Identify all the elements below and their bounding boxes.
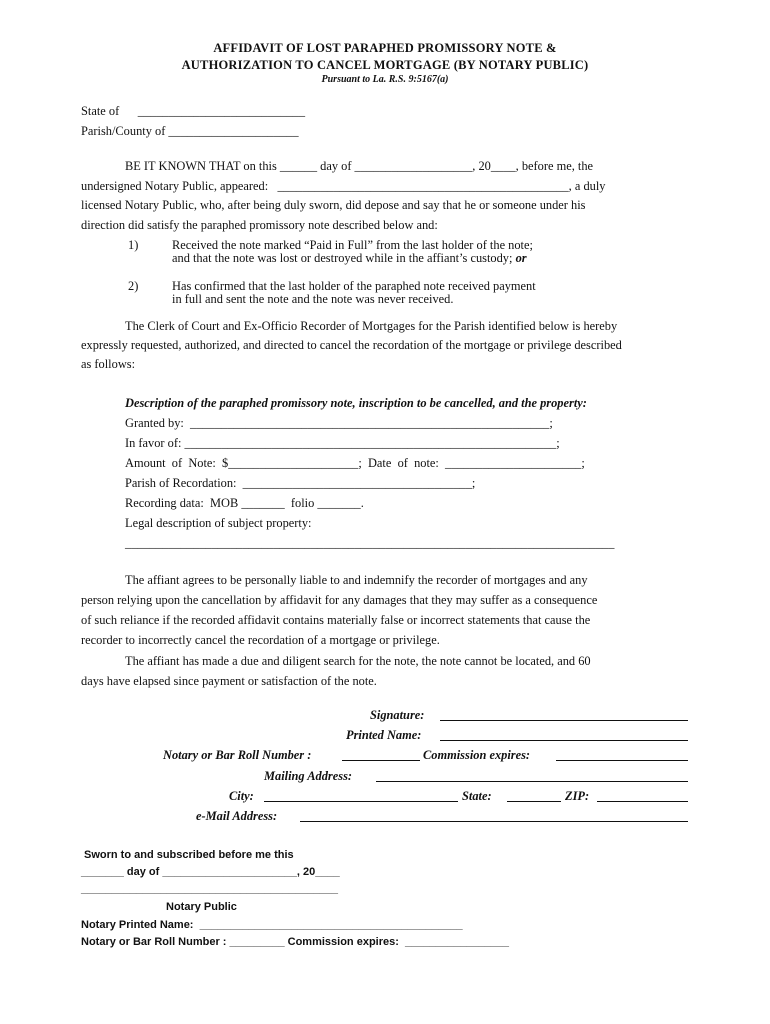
mailing-address-label: Mailing Address:	[264, 769, 353, 783]
state-label: State:	[462, 789, 492, 803]
sworn-statement: Sworn to and subscribed before me this	[84, 849, 294, 861]
item-2-number: 2)	[128, 279, 139, 293]
zip-label: ZIP:	[565, 789, 590, 803]
notary-roll-commission-field[interactable]: Notary or Bar Roll Number : _________ Commission expires: _________________	[81, 936, 510, 948]
item-1-number: 1)	[128, 238, 139, 252]
clerk-line-1: The Clerk of Court and Ex-Officio Recorder of Mortgages for the Parish identified below is hereby	[125, 319, 618, 333]
commission-label: Commission expires:	[423, 748, 531, 762]
city-line[interactable]	[264, 801, 458, 802]
legal-description-label: Legal description of subject property:	[125, 516, 312, 530]
search-line-1: The affiant has made a due and diligent search for the note, the note cannot be located, and 60	[125, 654, 591, 668]
city-label: City:	[229, 789, 254, 803]
mailing-address-line[interactable]	[376, 781, 688, 782]
document-title-line-2: AUTHORIZATION TO CANCEL MORTGAGE (BY NOTARY PUBLIC)	[181, 58, 589, 72]
liability-line-4: recorder to incorrectly cancel the recordation of a mortgage or privilege.	[81, 633, 440, 647]
clerk-line-3: as follows:	[81, 357, 136, 371]
amount-date-field[interactable]: Amount of Note: $_____________________; Date of note: ______________________;	[125, 456, 585, 470]
description-heading: Description of the paraphed promissory note, inscription to be cancelled, and the property:	[125, 396, 587, 410]
legal-description-field[interactable]: _______________________________________________________________________________	[125, 536, 615, 550]
liability-line-1: The affiant agrees to be personally liable to and indemnify the recorder of mortgages and any	[125, 573, 588, 587]
document-title-line-1: AFFIDAVIT OF LOST PARAPHED PROMISSORY NOTE &	[213, 41, 557, 55]
roll-number-line[interactable]	[342, 760, 420, 761]
item-2-text: Has confirmed that the last holder of the paraphed note received payment	[172, 279, 536, 293]
liability-line-2: person relying upon the cancellation by affidavit for any damages that they may suffer as a consequence	[81, 593, 598, 607]
roll-number-label: Notary or Bar Roll Number :	[163, 748, 312, 762]
state-field[interactable]: State of ___________________________	[81, 104, 306, 118]
search-line-2: days have elapsed since payment or satisfaction of the note.	[81, 674, 377, 688]
signature-label: Signature:	[370, 708, 425, 722]
known-line-2: undersigned Notary Public, appeared: _______________________________________________, a duly	[81, 179, 606, 193]
notary-printed-name-field[interactable]: Notary Printed Name: ___________________________________________	[81, 919, 463, 931]
state-line[interactable]	[507, 801, 561, 802]
notary-public-label: Notary Public	[166, 901, 237, 913]
email-label: e-Mail Address:	[196, 809, 278, 823]
printed-name-line[interactable]	[440, 740, 688, 741]
liability-line-3: of such reliance if the recorded affidavit contains materially false or incorrect statements that cause the	[81, 613, 591, 627]
item-2-text-b: in full and sent the note and the note was never received.	[172, 292, 454, 306]
item-1-or: or	[515, 251, 527, 265]
in-favor-of-field[interactable]: In favor of: ____________________________________________________________;	[125, 436, 560, 450]
known-line-1: BE IT KNOWN THAT on this ______ day of ___________________, 20____, before me, the	[125, 159, 594, 173]
email-line[interactable]	[300, 821, 688, 822]
recording-data-field[interactable]: Recording data: MOB _______ folio _______.	[125, 496, 364, 510]
statute-reference: Pursuant to La. R.S. 9:5167(a)	[321, 74, 449, 85]
item-1-text-b: and that the note was lost or destroyed while in the affiant’s custody;	[172, 251, 513, 265]
jurat-date-field[interactable]: _______ day of ______________________, 20____	[81, 866, 340, 878]
item-1-continued	[172, 251, 527, 265]
commission-line[interactable]	[556, 760, 688, 761]
parish-county-field[interactable]: Parish/County of _____________________	[81, 124, 299, 138]
notary-signature-line[interactable]: __________________________________________	[81, 883, 338, 895]
signature-line[interactable]	[440, 720, 688, 721]
granted-by-field[interactable]: Granted by: __________________________________________________________;	[125, 416, 553, 430]
zip-line[interactable]	[597, 801, 688, 802]
parish-recordation-field[interactable]: Parish of Recordation: _____________________________________;	[125, 476, 476, 490]
known-line-3: licensed Notary Public, who, after being duly sworn, did depose and say that he or someone under his	[81, 198, 586, 212]
known-line-4: direction did satisfy the paraphed promissory note described below and:	[81, 218, 438, 232]
item-1-text: Received the note marked “Paid in Full” from the last holder of the note;	[172, 238, 533, 252]
clerk-line-2: expressly requested, authorized, and directed to cancel the recordation of the mortgage or privilege described	[81, 338, 622, 352]
printed-name-label: Printed Name:	[346, 728, 422, 742]
